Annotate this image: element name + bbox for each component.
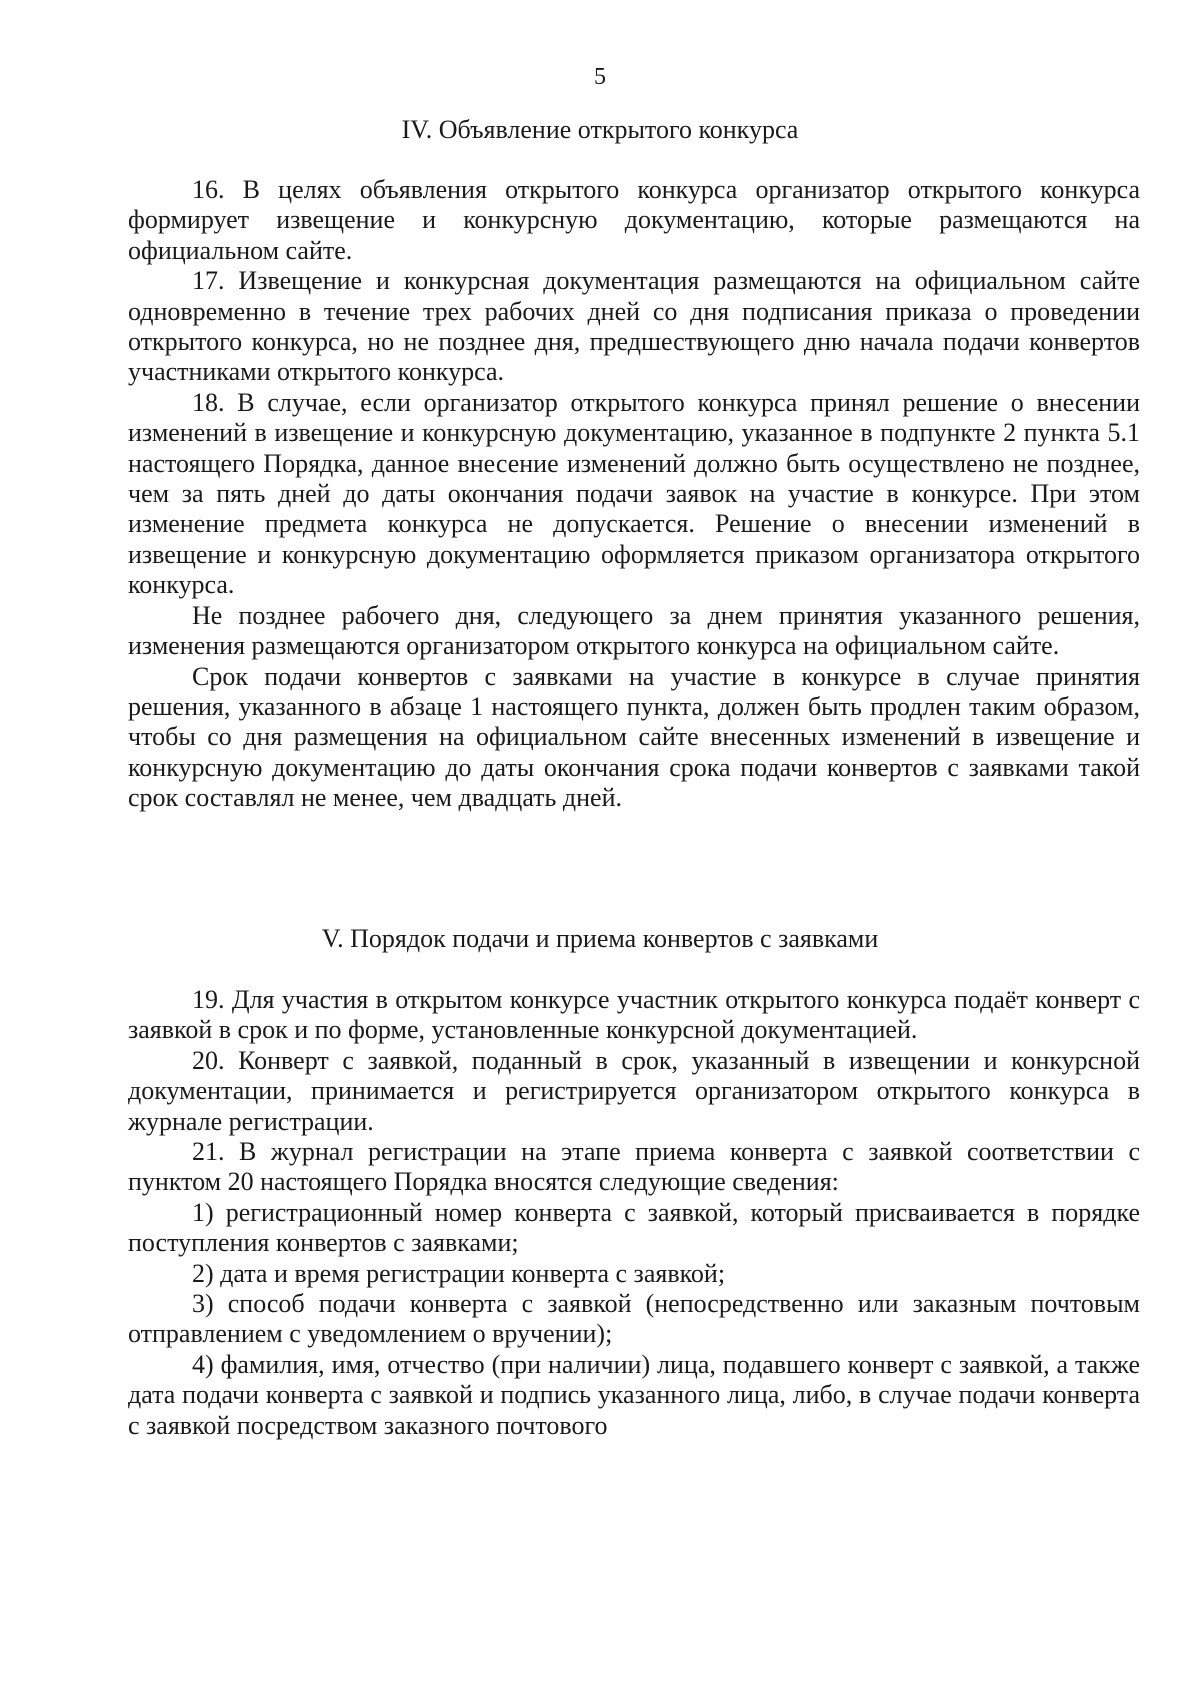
list-item-1: 1) регистрационный номер конверта с заявкой, который присваивается в порядке поступления конвертов с заявками; [128,1197,1140,1258]
list-item-2: 2) дата и время регистрации конверта с заявкой; [192,1258,726,1288]
paragraph-17: 17. Извещение и конкурсная документация размещаются на официальном сайте одновременно в течение трех рабочих дней со дня подписания приказа о проведении открытого конкурса, но не позднее дня, предшествующего дню начала подачи конвертов участниками открытого конкурса. [128,266,1140,387]
list-item-3: 3) способ подачи конверта с заявкой (непосредственно или заказным почтовым отправлением с уведомлением о вручении); [128,1289,1140,1349]
paragraph-21: 21. В журнал регистрации на этапе приема конверта с заявкой соответствии с пунктом 20 настоящего Порядка вносятся следующие сведения: [128,1137,1140,1197]
section-v-body [128,985,1140,1441]
paragraph-16: 16. В целях объявления открытого конкурса организатор открытого конкурса формирует извещение и конкурсную документацию, которые размещаются на официальном сайте. [128,175,1140,265]
section-v-heading: V. Порядок подачи и приема конвертов с заявками [321,924,879,953]
section-iv-heading: IV. Объявление открытого конкурса [401,115,799,144]
paragraph-18: 18. В случае, если организатор открытого конкурса принял решение о внесении изменений в извещение и конкурсную документацию, указанное в подпункте 2 пункта 5.1 настоящего Порядка, данное внесение изменений должно быть осуществлено не позднее, чем за пять дней до даты окончания подачи заявок на участие в конкурсе. При этом изменение предмета конкурса не допускается. Решение о внесении изменений в извещение и конкурсную документацию оформляется приказом организатора открытого конкурса. [128,387,1140,600]
paragraph-20: 20. Конверт с заявкой, поданный в срок, указанный в извещении и конкурсной документации, принимается и регистрируется организатором открытого конкурса в журнале регистрации. [128,1045,1140,1136]
section-iv-body [128,175,1140,814]
paragraph-18-part-2: Не позднее рабочего дня, следующего за днем принятия указанного решения, изменения размещаются организатором открытого конкурса на официальном сайте. [128,600,1140,661]
paragraph-18-part-3: Срок подачи конвертов с заявками на участие в конкурсе в случае принятия решения, указанного в абзаце 1 настоящего пункта, должен быть продлен таким образом, чтобы со дня размещения на официальном сайте внесенных изменений в извещение и конкурсную документацию до даты окончания срока подачи конвертов с заявками такой срок составлял не менее, чем двадцать дней. [128,661,1140,813]
page-number: 5 [594,64,606,90]
list-item-4: 4) фамилия, имя, отчество (при наличии) лица, подавшего конверт с заявкой, а также дата подачи конверта с заявкой и подпись указанного лица, либо, в случае подачи конверта с заявкой посредством заказного почтового [128,1349,1140,1440]
paragraph-19: 19. Для участия в открытом конкурсе участник открытого конкурса подаёт конверт с заявкой в срок и по форме, установленные конкурсной документацией. [128,985,1140,1045]
